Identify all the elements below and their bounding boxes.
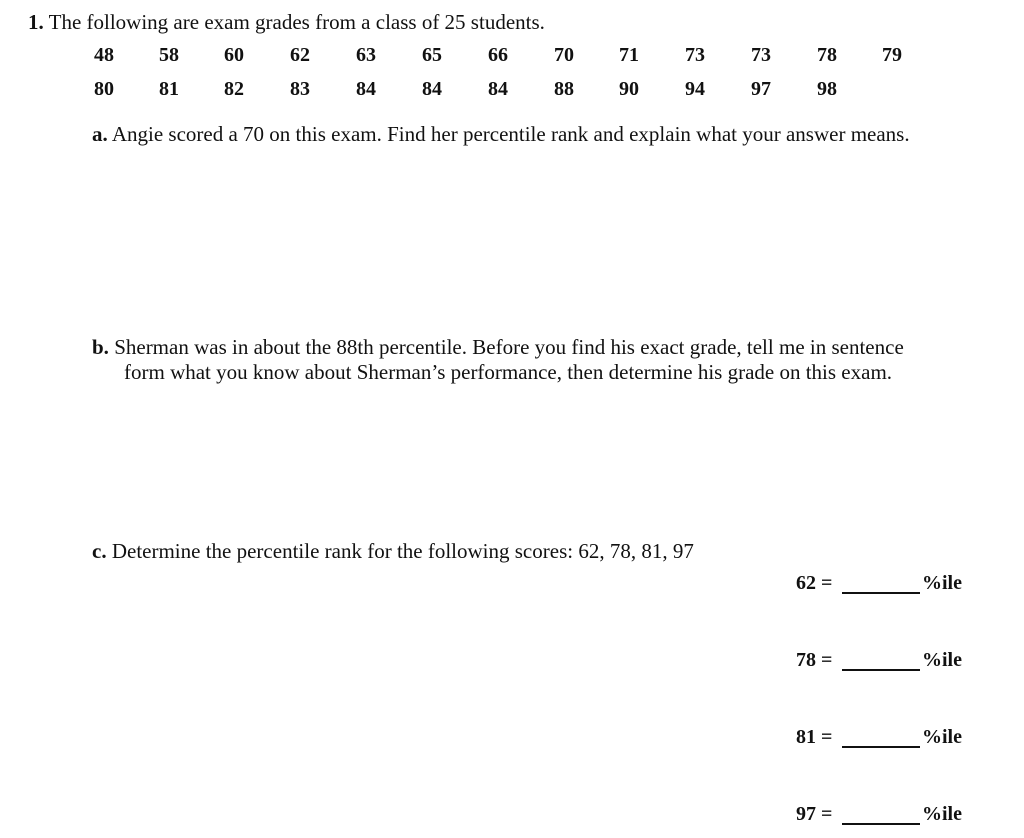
- question-number: 1.: [28, 10, 44, 34]
- grade-value: 70: [554, 44, 574, 66]
- part-b-line-2: form what you know about Sherman’s performance, then determine his grade on this exam.: [124, 360, 893, 384]
- grade-value: 60: [224, 44, 244, 66]
- grade-value: 90: [619, 78, 639, 100]
- part-a-text: Angie scored a 70 on this exam. Find her percentile rank and explain what your answer means.: [111, 122, 910, 146]
- part-b-line-1: Sherman was in about the 88th percentile. Before you find his exact grade, tell me in sentence: [114, 335, 904, 359]
- answer-row: [790, 647, 990, 677]
- answer-suffix: %ile: [922, 726, 962, 748]
- grade-value: 48: [94, 44, 114, 66]
- question-text: The following are exam grades from a class of 25 students.: [48, 10, 545, 34]
- grade-value: 98: [817, 78, 837, 100]
- grade-value: 58: [159, 44, 179, 66]
- answer-score: 78 =: [796, 649, 833, 671]
- grade-value: 88: [554, 78, 574, 100]
- grade-value: 65: [422, 44, 442, 66]
- answer-score: 62 =: [796, 572, 833, 594]
- answer-blank[interactable]: [842, 669, 920, 671]
- grade-value: 84: [422, 78, 442, 100]
- grade-value: 62: [290, 44, 310, 66]
- grade-value: 97: [751, 78, 771, 100]
- grades-row-1: [78, 44, 958, 78]
- question-header: [28, 10, 545, 35]
- grade-value: 81: [159, 78, 179, 100]
- part-c-label: c.: [92, 539, 107, 563]
- grade-value: 94: [685, 78, 705, 100]
- part-c-text: Determine the percentile rank for the following scores: 62, 78, 81, 97: [111, 539, 694, 563]
- answer-blank[interactable]: [842, 823, 920, 825]
- grade-value: 83: [290, 78, 310, 100]
- grade-value: 79: [882, 44, 902, 66]
- grades-table: [78, 44, 958, 112]
- part-c: [92, 539, 694, 564]
- grade-value: 73: [685, 44, 705, 66]
- answer-blank[interactable]: [842, 592, 920, 594]
- grade-value: 73: [751, 44, 771, 66]
- grade-value: 63: [356, 44, 376, 66]
- answer-row: [790, 801, 990, 831]
- answer-score: 97 =: [796, 803, 833, 825]
- answer-suffix: %ile: [922, 803, 962, 825]
- grade-value: 84: [488, 78, 508, 100]
- grades-row-2: [78, 78, 958, 112]
- part-b: [92, 335, 972, 385]
- grade-value: 78: [817, 44, 837, 66]
- answer-row: [790, 724, 990, 754]
- answer-suffix: %ile: [922, 649, 962, 671]
- answer-row: [790, 570, 990, 600]
- grade-value: 84: [356, 78, 376, 100]
- part-a: [92, 122, 910, 147]
- grade-value: 80: [94, 78, 114, 100]
- answer-blank[interactable]: [842, 746, 920, 748]
- part-b-label: b.: [92, 335, 109, 359]
- answer-score: 81 =: [796, 726, 833, 748]
- part-a-label: a.: [92, 122, 108, 146]
- grade-value: 82: [224, 78, 244, 100]
- answer-suffix: %ile: [922, 572, 962, 594]
- grade-value: 66: [488, 44, 508, 66]
- grade-value: 71: [619, 44, 639, 66]
